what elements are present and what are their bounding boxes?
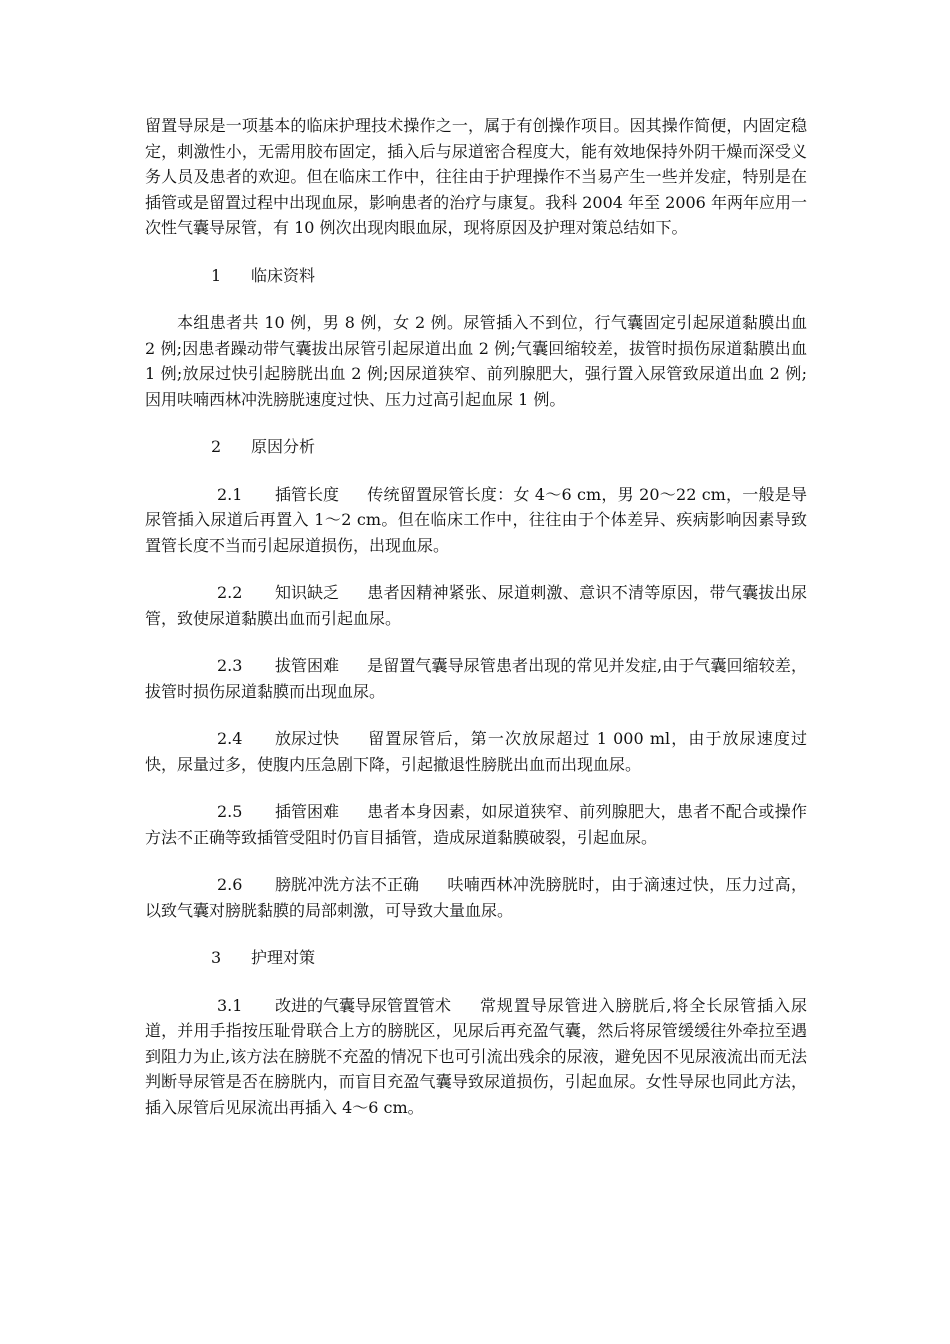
- subsection-2-4: [145, 726, 807, 777]
- subsection-2-3: [145, 653, 807, 704]
- subsection-title: 改进的气囊导尿管置管术: [275, 995, 452, 1015]
- section-title: 护理对策: [251, 948, 316, 967]
- subsection-number: 3.1: [217, 995, 243, 1015]
- subsection-text: 患者因精神紧张、尿道刺激、意识不清等原因，带气囊拔出尿管，致使尿道黏膜出血而引起血尿。: [145, 583, 807, 628]
- subsection-number: 2.6: [217, 875, 243, 894]
- subsection-text: 是留置气囊导尿管患者出现的常见并发症,由于气囊回缩较差，拔管时损伤尿道黏膜而出现血尿。: [145, 656, 807, 701]
- subsection-number: 2.4: [217, 729, 243, 748]
- section-number: 1: [211, 265, 222, 285]
- section-number: 3: [211, 948, 222, 967]
- subsection-title: 插管困难: [275, 802, 340, 821]
- section-heading-3: [145, 945, 807, 971]
- subsection-title: 知识缺乏: [275, 583, 340, 602]
- section-heading-2: [145, 434, 807, 460]
- subsection-text: 常规置导尿管进入膀胱后,将全长尿管插入尿道，并用手指按压耻骨联合上方的膀胱区，见尿后再充盈气囊，然后将尿管缓缓往外牵拉至遇到阻力为止,该方法在膀胱不充盈的情况下也可引流出残余的尿液，避免因不见尿液流出而无法判断导尿管是否在膀胱内，而盲目充盈气囊导致尿道损伤，引起血尿。女性导尿也同此方法，插入尿管后见尿流出再插入 4～6 cm。: [145, 995, 807, 1117]
- section-title: 原因分析: [251, 437, 316, 456]
- section-heading-1: [145, 263, 807, 289]
- subsection-text: 留置尿管后，第一次放尿超过 1 000 ml，由于放尿速度过快，尿量过多，使腹内压急剧下降，引起撤退性膀胱出血而出现血尿。: [145, 729, 807, 774]
- subsection-number: 2.1: [217, 484, 243, 504]
- intro-paragraph: 留置导尿是一项基本的临床护理技术操作之一，属于有创操作项目。因其操作简便，内固定稳定，刺激性小，无需用胶布固定，插入后与尿道密合程度大，能有效地保持外阴干燥而深受义务人员及患者的欢迎。但在临床工作中，往往由于护理操作不当易产生一些并发症，特别是在插管或是留置过程中出现血尿，影响患者的治疗与康复。我科 2004 年至 2006 年两年应用一次性气囊导尿管，有 10 例次出现肉眼血尿，现将原因及护理对策总结如下。: [145, 116, 807, 237]
- subsection-number: 2.3: [217, 656, 243, 675]
- subsection-2-2: [145, 580, 807, 631]
- subsection-3-1: [145, 993, 807, 1121]
- subsection-text: 传统留置尿管长度：女 4～6 cm，男 20～22 cm，一般是导尿管插入尿道后再置入 1～2 cm。但在临床工作中，往往由于个体差异、疾病影响因素导致置管长度不当而引起尿道损伤，出现血尿。: [145, 484, 807, 555]
- subsection-2-6: [145, 872, 807, 923]
- section-number: 2: [211, 437, 222, 456]
- subsection-number: 2.5: [217, 802, 243, 821]
- subsection-title: 拔管困难: [275, 656, 340, 675]
- document-page: [145, 113, 807, 1142]
- subsection-title: 插管长度: [275, 484, 340, 504]
- subsection-title: 放尿过快: [275, 729, 340, 748]
- subsection-number: 2.2: [217, 583, 243, 602]
- subsection-text: 呋喃西林冲洗膀胱时，由于滴速过快，压力过高，以致气囊对膀胱黏膜的局部刺激，可导致大量血尿。: [145, 875, 807, 920]
- section-1-body: 本组患者共 10 例，男 8 例，女 2 例。尿管插入不到位，行气囊固定引起尿道黏膜出血 2 例;因患者躁动带气囊拔出尿管引起尿道出血 2 例;气囊回缩较差，拔管时损伤尿道黏膜出血 1 例;放尿过快引起膀胱出血 2 例;因尿道狭窄、前列腺肥大，强行置入尿管致尿道出血 2 例;因用呋喃西林冲洗膀胱速度过快、压力过高引起血尿 1 例。: [145, 313, 807, 409]
- subsection-2-1: [145, 482, 807, 559]
- subsection-title: 膀胱冲洗方法不正确: [275, 875, 420, 894]
- section-title: 临床资料: [251, 265, 316, 285]
- subsection-text: 患者本身因素，如尿道狭窄、前列腺肥大，患者不配合或操作方法不正确等致插管受阻时仍盲目插管，造成尿道黏膜破裂，引起血尿。: [145, 802, 807, 847]
- subsection-2-5: [145, 799, 807, 850]
